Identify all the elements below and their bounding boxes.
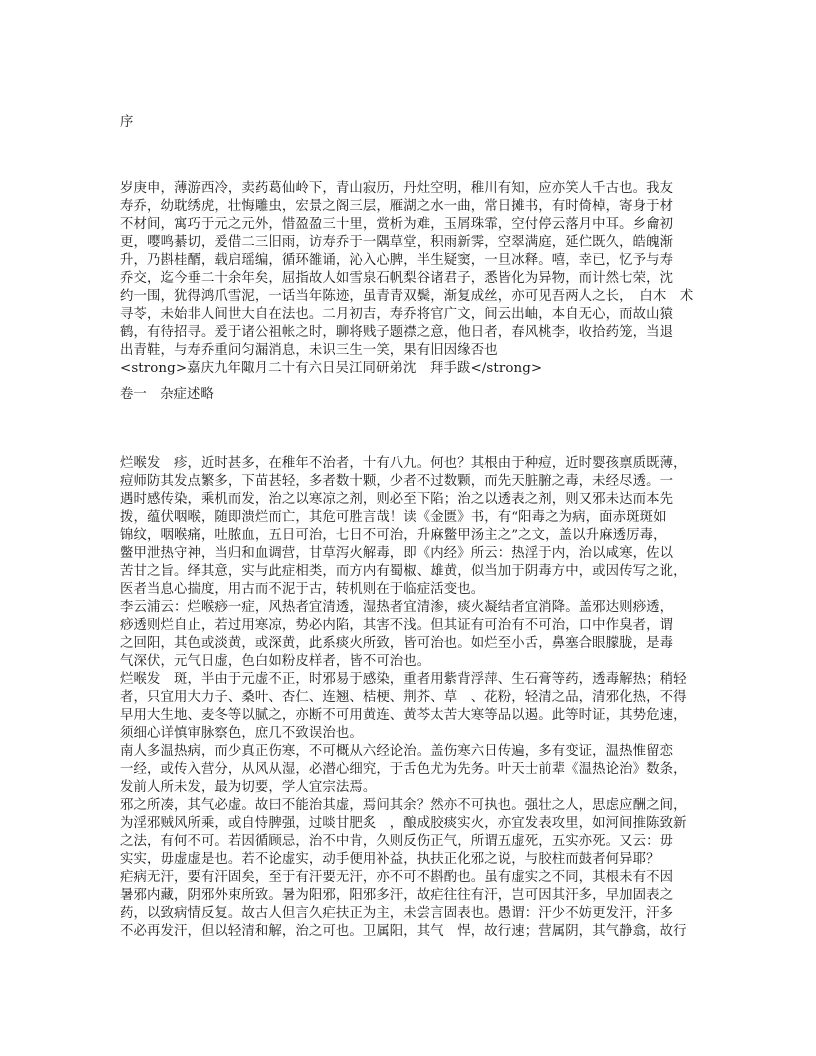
- text-line: 者，只宜用大力子、桑叶、杏仁、连翘、桔梗、荆芥、草 、花粉，轻清之品，清邪化热，不得: [120, 690, 687, 705]
- text-line: 之回阳，其色或淡黄，或深黄，此系痰火所致，皆可治也。如烂至小舌，鼻塞合眼朦胧，是毒: [120, 636, 674, 651]
- text-line: 烂喉发 疹，近时甚多，在稚年不治者，十有八九。何也？其根由于种痘，近时婴孩禀质既薄，: [120, 456, 687, 471]
- text-line: 乔交，迄今垂二十余年矣，屈指故人如雪泉石帆梨谷诸君子，悉皆化为异物，而计然七荣，沈: [120, 271, 674, 286]
- text-line: 鳖甲泄热守神，当归和血调营，甘草泻火解毒，即《内经》所云：热淫于内，治以咸寒，佐以: [120, 546, 674, 561]
- text-line: 拨，蕴伏咽喉，随即溃烂而亡，其危可胜言哉！读《金匮》书，有“阳毒之为病，面赤斑斑如: [120, 510, 667, 525]
- text-line: 痧透则烂自止，若过用寒凉，势必内陷，其害不浅。但其证有可治有不可治，口中作臭者，谓: [120, 618, 674, 633]
- text-line: 发前人所未发，最为切要，学人宜宗法焉。: [120, 780, 377, 795]
- preface-heading: 序: [120, 115, 134, 130]
- text-line: 早用大生地、麦冬等以腻之，亦断不可用黄连、黄芩太苦大寒等品以遏。此等时证，其势危速，: [120, 708, 687, 723]
- text-line: 为淫邪贼风所乘，或自恃脾强，过啖甘肥炙 ，酿成胶痰实火，亦宜发表攻里，如河间推陈致新: [120, 816, 687, 831]
- chapter-body: [120, 455, 704, 941]
- text-line: 岁庚申，薄游西冷，卖药葛仙岭下，青山寂历，丹灶空明，稚川有知，应亦笑人千古也。我友: [120, 181, 674, 196]
- text-line: 鹤，有待招寻。爰于诸公祖帐之时，聊将贱子题襟之意，他日者，春风桃李，收拾药笼，当退: [120, 325, 674, 340]
- text-line: 升，乃斟桂醑，载启瑶编，循环雒诵，沁入心脾，半生疑窦，一旦冰释。嘻，幸已，忆予与寿: [120, 253, 674, 268]
- text-line: 不材间，寓巧于元之元外，惜盈盈三十里，赏析为难，玉屑珠霏，空付停云落月中耳。乡龠初: [120, 217, 674, 232]
- text-line: 出青鞋，与寿乔重问匀漏消息，未识三生一笑，果有旧因缘否也: [120, 343, 498, 358]
- text-line: 药，以致病情反复。故古人但言久疟扶正为主，未尝言固表也。愚谓：汗少不妨更发汗，汗多: [120, 906, 674, 921]
- text-line: 暑邪内藏，阴邪外束所致。暑为阳邪，阳邪多汗，故疟往往有汗，岂可因其汗多，早加固表之: [120, 888, 674, 903]
- text-line: 寻苓，未始非人间世大自在法也。二月初吉，寿乔将官广文，间云出岫，本自无心，而故山猿: [120, 307, 674, 322]
- text-line: 气深伏，元气日虚，色白如粉皮样者，皆不可治也。: [120, 654, 431, 669]
- text-line: 李云浦云：烂喉痧一症，风热者宜清透，湿热者宜清渗，痰火凝结者宜消降。盖邪达则痧透，: [120, 600, 674, 615]
- text-line: 邪之所凑，其气必虚。故曰不能治其虚，焉问其余？然亦不可执也。强壮之人，思虑应酬之间，: [120, 798, 687, 813]
- text-line: 不必再发汗，但以轻清和解，治之可也。卫属阳，其气 悍，故行速；营属阴，其气静翕，故行: [120, 924, 687, 939]
- text-line: 须细心详慎审脉察色，庶几不致误治也。: [120, 726, 363, 741]
- text-line: 一经，或传入营分，从风从湿，必潜心细究，于舌色尤为先务。叶天士前辈《温热论治》数条，: [120, 762, 687, 777]
- text-line: 南人多温热病，而少真正伤寒，不可概从六经论治。盖伤寒六日传遍，多有变证，温热惟留恋: [120, 744, 674, 759]
- text-line: 烂喉发 斑，半由于元虚不正，时邪易于感染，重者用紫背浮萍、生石膏等药，透毒解热；稍轻: [120, 672, 687, 687]
- chapter-heading: 卷一 杂症述略: [120, 387, 214, 402]
- text-line: 痘师防其发点繁多，下苗甚轻，多者数十颗，少者不过数颗，而先天脏腑之毒，未经尽透。一: [120, 474, 674, 489]
- text-line: 寿乔，幼耽绣虎，壮悔雕虫，宏景之阁三层，雁湖之水一曲，常日摊书，有时倚棹，寄身于材: [120, 199, 674, 214]
- text-line: 锦纹，咽喉痛，吐脓血，五日可治，七日不可治，升麻鳖甲汤主之”之文，盖以升麻透厉毒，: [120, 528, 667, 543]
- text-line: 之法，有何不可。若因循顾忌，治不中肯，久则反伤正气，所谓五虚死，五实亦死。又云：毋: [120, 834, 674, 849]
- text-line: 遇时感传染，乘机而发，治之以寒凉之剂，则必至下陷；治之以透表之剂，则又邪未达而本先: [120, 492, 674, 507]
- signature-line: <strong>嘉庆九年陬月二十有六日吴江同研弟沈 拜手跋</strong>: [120, 361, 543, 376]
- preface-body: [120, 180, 704, 378]
- text-line: 苦甘之旨。绎其意，实与此症相类，而方内有蜀椒、雄黄，似当加于阴毒方中，或因传写之讹，: [120, 564, 687, 579]
- text-line: 约一围，犹得鸿爪雪泥，一话当年陈迹，虽青青双鬓，渐复成丝，亦可见吾两人之长， 白木 术: [120, 289, 694, 304]
- text-line: 疟病无汗，要有汗固矣，至于有汗要无汗，亦不可不斟酌也。虽有虚实之不同，其根未有不因: [120, 870, 674, 885]
- text-line: 更，嘤鸣綦切，爰借二三旧雨，访寿乔于一隅草堂，积雨新霁，空翠满庭，延伫既久，皓魄渐: [120, 235, 674, 250]
- text-line: 医者当息心揣度，用古而不泥于古，转机则在于临症活变也。: [120, 582, 485, 597]
- text-line: 实实，毋虚虚是也。若不论虚实，动手便用补益，执扶正化邪之说，与胶柱而鼓者何异耶？: [120, 852, 660, 867]
